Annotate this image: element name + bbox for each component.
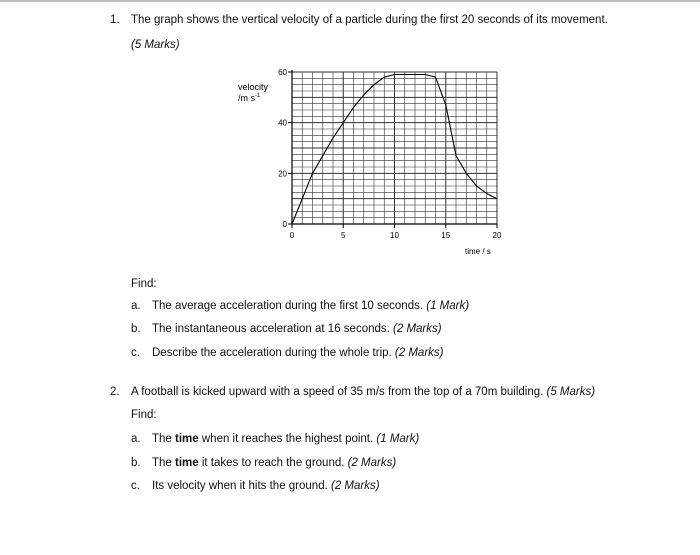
x-axis-label: time / s	[465, 247, 491, 256]
q1c-letter: c.	[131, 347, 140, 359]
q2a-letter: a.	[131, 433, 141, 445]
q2c-text: Its velocity when it hits the ground. (2 Marks)	[152, 480, 380, 492]
q2b-letter: b.	[131, 457, 141, 469]
q1b-text: The instantaneous acceleration at 16 seconds. (2 Marks)	[152, 323, 442, 335]
y-axis-label-line2: /m $s^{-1}$	[238, 93, 261, 103]
x-tick-label: 0	[289, 231, 295, 240]
y-tick-label: 20	[278, 169, 287, 179]
q2a-text: The time when it reaches the highest point. (1 Mark)	[152, 433, 420, 445]
q1-prompt: The graph shows the vertical velocity of a particle during the first 20 seconds of its movement.	[131, 14, 608, 26]
y-tick-label: 0	[282, 220, 287, 229]
q1c-text: Describe the acceleration during the whole trip. (2 Marks)	[152, 347, 444, 359]
chart-grid	[292, 72, 497, 224]
top-divider	[0, 0, 700, 2]
q2-number: 2.	[110, 386, 120, 398]
q1-find-label: Find:	[131, 278, 157, 290]
q2b-text: The time it takes to reach the ground. (2 Marks)	[152, 457, 397, 469]
x-tick-label: 20	[492, 231, 502, 240]
q1a-text: The average acceleration during the first 10 seconds. (1 Mark)	[152, 300, 470, 312]
y-tick-label: 40	[278, 118, 287, 128]
x-tick-label: 10	[390, 231, 399, 240]
velocity-time-graph	[225, 55, 525, 265]
q2-find-label: Find:	[131, 409, 157, 421]
q1a-letter: a.	[131, 300, 141, 312]
q1-marks: (5 Marks)	[131, 39, 180, 51]
q1b-letter: b.	[131, 323, 141, 335]
q2-prompt: A football is kicked upward with a speed of 35 m/s from the top of a 70m building. (5 Marks)	[131, 386, 596, 398]
y-axis-label-line1: velocity	[238, 82, 269, 92]
velocity-time-chart	[225, 55, 525, 265]
q2c-letter: c.	[131, 480, 140, 492]
x-tick-label: 15	[441, 231, 451, 240]
y-tick-label: 60	[278, 68, 287, 77]
x-tick-label: 5	[341, 231, 346, 240]
chart-ticks	[278, 68, 502, 240]
q1-number: 1.	[110, 14, 120, 26]
